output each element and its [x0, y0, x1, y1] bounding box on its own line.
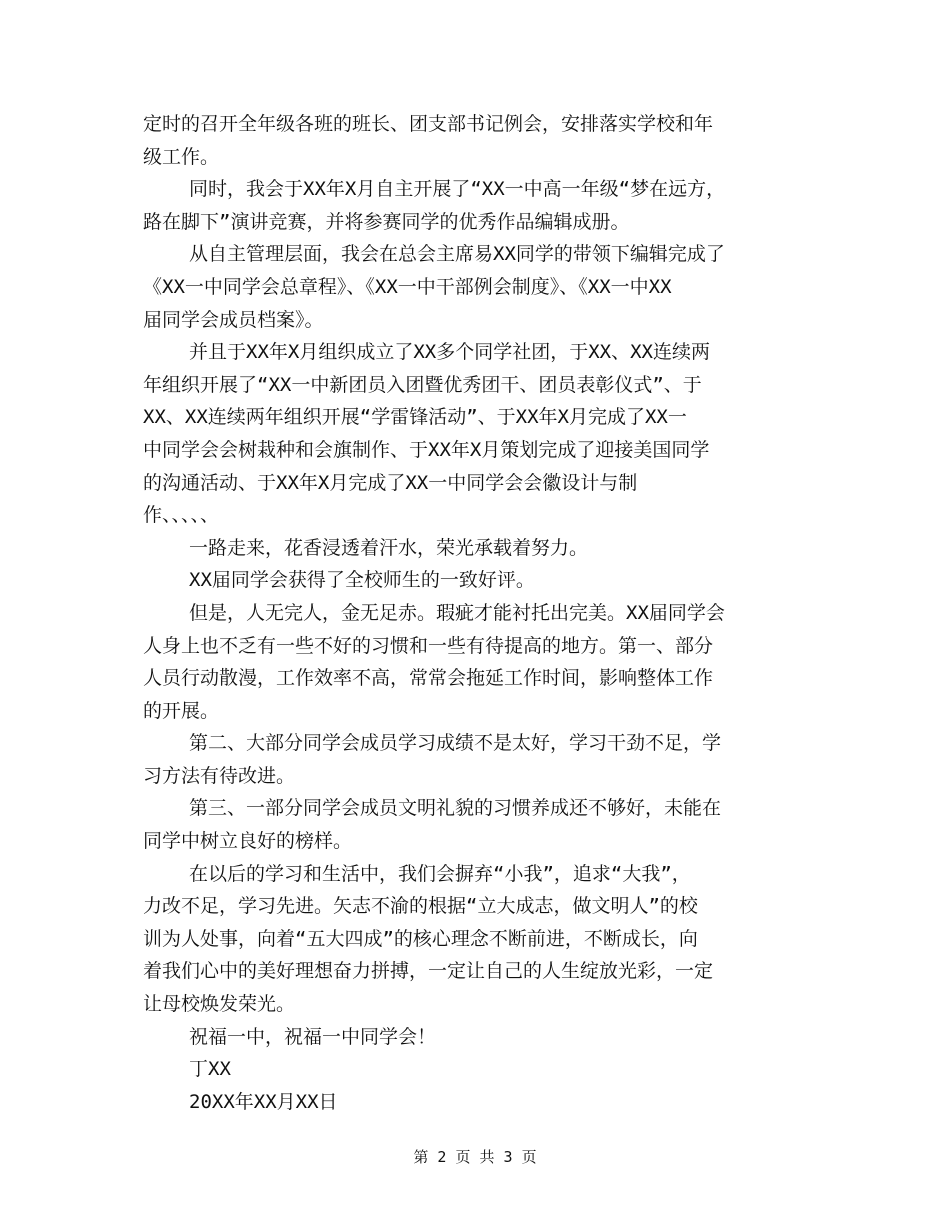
text-line: 定时的召开全年级各班的班长、团支部书记例会，安排落实学校和年 — [143, 113, 714, 135]
text-line: 习方法有待改进。 — [143, 764, 296, 787]
text-line: 人员行动散漫，工作效率不高，常常会拖延工作时间，影响整体工作 — [143, 667, 714, 690]
text-line: 同学中树立良好的榜样。 — [143, 830, 353, 853]
text-line: 人身上也不乏有一些不好的习惯和一些有待提高的地方。第一、部分 — [143, 634, 714, 657]
text-line: 让母校焕发荣光。 — [143, 993, 296, 1016]
text-line: 届同学会成员档案》。 — [143, 308, 324, 331]
text-line: 但是，人无完人，金无足赤。瑕疵才能衬托出完美。XX届同学会 — [189, 601, 725, 624]
text-line: XX届同学会获得了全校师生的一致好评。 — [189, 569, 535, 592]
text-line: 第二、大部分同学会成员学习成绩不是太好，学习干劲不足，学 — [189, 732, 722, 755]
text-line: 丁XX — [189, 1058, 231, 1081]
text-line: 的开展。 — [143, 699, 220, 722]
text-line: 从自主管理层面，我会在总会主席易XX同学的带领下编辑完成了 — [189, 243, 725, 266]
text-line: 年组织开展了“XX一中新团员入团暨优秀团干、团员表彰仪式”、于 — [143, 373, 702, 396]
text-line: 训为人处事，向着“五大四成”的核心理念不断前进，不断成长，向 — [143, 927, 698, 950]
text-line: 第三、一部分同学会成员文明礼貌的习惯养成还不够好，未能在 — [189, 797, 722, 820]
text-line: 《XX一中同学会总章程》、《XX一中干部例会制度》、《XX一中XX — [143, 275, 672, 298]
text-line: 力改不足，学习先进。矢志不渝的根据“立大成志，做文明人”的校 — [143, 895, 698, 918]
text-line: 中同学会会树栽种和会旗制作、于XX年X月策划完成了迎接美国同学 — [143, 438, 710, 461]
text-line: 路在脚下”演讲竞赛，并将参赛同学的优秀作品编辑成册。 — [143, 210, 630, 233]
text-line: 在以后的学习和生活中，我们会摒弃“小我”，追求“大我”， — [189, 862, 691, 885]
text-line: 一路走来，花香浸透着汗水，荣光承载着努力。 — [189, 536, 589, 559]
page-number-footer: 第 2 页 共 3 页 — [413, 1148, 537, 1166]
text-line: 同时，我会于XX年X月自主开展了“XX一中高一年级“梦在远方， — [189, 178, 726, 201]
text-line: 的沟通活动、于XX年X月完成了XX一中同学会会徽设计与制 — [143, 471, 638, 494]
text-line: 20XX年XX月XX日 — [189, 1090, 338, 1113]
text-line: 着我们心中的美好理想奋力拼搏，一定让自己的人生绽放光彩，一定 — [143, 960, 714, 983]
text-line: XX、XX连续两年组织开展“学雷锋活动”、于XX年X月完成了XX一 — [143, 406, 687, 429]
text-line: 祝福一中，祝福一中同学会！ — [189, 1025, 437, 1048]
text-line: 并且于XX年X月组织成立了XX多个同学社团，于XX、XX连续两 — [189, 341, 710, 364]
text-line: 级工作。 — [143, 145, 220, 168]
document-body — [143, 108, 823, 1118]
text-line: 作、、、、、 — [143, 504, 220, 527]
